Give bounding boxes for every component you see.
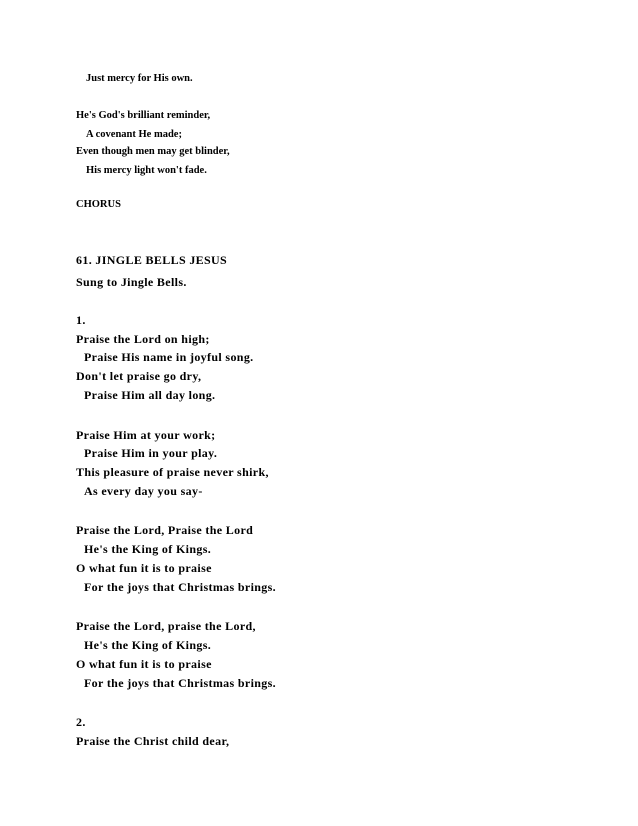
- lyric-line: Praise Him at your work;: [76, 428, 216, 442]
- chorus-line: Praise the Lord, praise the Lord,: [76, 619, 256, 633]
- verse-number: 2.: [76, 715, 86, 729]
- verse-line: A covenant He made;: [86, 129, 182, 140]
- verse-line: He's God's brilliant reminder,: [76, 110, 211, 121]
- lyric-line: Praise Him all day long.: [84, 388, 216, 402]
- chorus-line: O what fun it is to praise: [76, 657, 212, 671]
- chorus-line: He's the King of Kings.: [84, 638, 212, 652]
- chorus-label: CHORUS: [76, 199, 121, 210]
- verse-number: 1.: [76, 313, 86, 327]
- closing-line: Just mercy for His own.: [86, 73, 193, 84]
- lyric-line: As every day you say-: [84, 484, 203, 498]
- chorus-line: He's the King of Kings.: [84, 542, 212, 556]
- chorus-line: For the joys that Christmas brings.: [84, 580, 277, 594]
- song-tune: Sung to Jingle Bells.: [76, 275, 187, 289]
- lyric-line: Praise Him in your play.: [84, 446, 218, 460]
- chorus-line: O what fun it is to praise: [76, 561, 212, 575]
- verse-line: Even though men may get blinder,: [76, 146, 230, 157]
- lyric-line: This pleasure of praise never shirk,: [76, 465, 269, 479]
- lyric-line: Praise the Lord on high;: [76, 332, 210, 346]
- lyric-line: Praise His name in joyful song.: [84, 350, 254, 364]
- lyric-line: Don't let praise go dry,: [76, 369, 202, 383]
- chorus-line: Praise the Lord, Praise the Lord: [76, 523, 254, 537]
- verse-line: His mercy light won't fade.: [86, 165, 207, 176]
- lyric-line: Praise the Christ child dear,: [76, 734, 230, 748]
- chorus-line: For the joys that Christmas brings.: [84, 676, 277, 690]
- song-title: 61. JINGLE BELLS JESUS: [76, 253, 228, 267]
